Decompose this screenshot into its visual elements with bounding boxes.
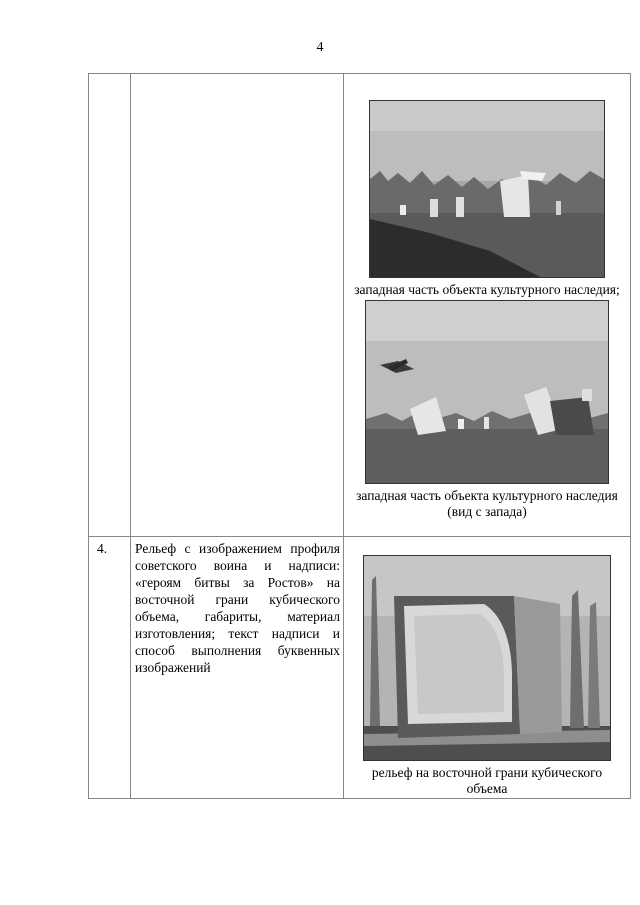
photo-caption: западная часть объекта культурного наследия; <box>354 282 620 297</box>
row-description-cell <box>131 74 344 537</box>
photo-west-part <box>369 100 605 278</box>
photo-block <box>344 555 630 797</box>
photo-relief-east-face <box>363 555 611 761</box>
table-row <box>89 536 631 798</box>
photo-caption: западная часть объекта культурного наследия (вид с запада) <box>356 488 618 519</box>
table-row <box>89 74 631 537</box>
photo-west-view <box>365 300 609 484</box>
photo-block <box>344 300 630 520</box>
row-description-cell: Рельеф с изображением профиля советского воина и надписи: «героям битвы за Ростов» на восточной грани кубического объема, габариты, материал изготовления; текст надписи и способ выполнения буквенных изображений <box>131 536 344 798</box>
photo-block <box>344 100 630 298</box>
page-number: 4 <box>316 40 324 55</box>
row-number-cell: 4. <box>89 536 131 798</box>
row-number-cell <box>89 74 131 537</box>
photo-cell <box>344 74 631 537</box>
heritage-table <box>88 73 631 799</box>
photo-caption: рельеф на восточной грани кубического объема <box>371 764 603 796</box>
photo-cell <box>344 536 631 798</box>
